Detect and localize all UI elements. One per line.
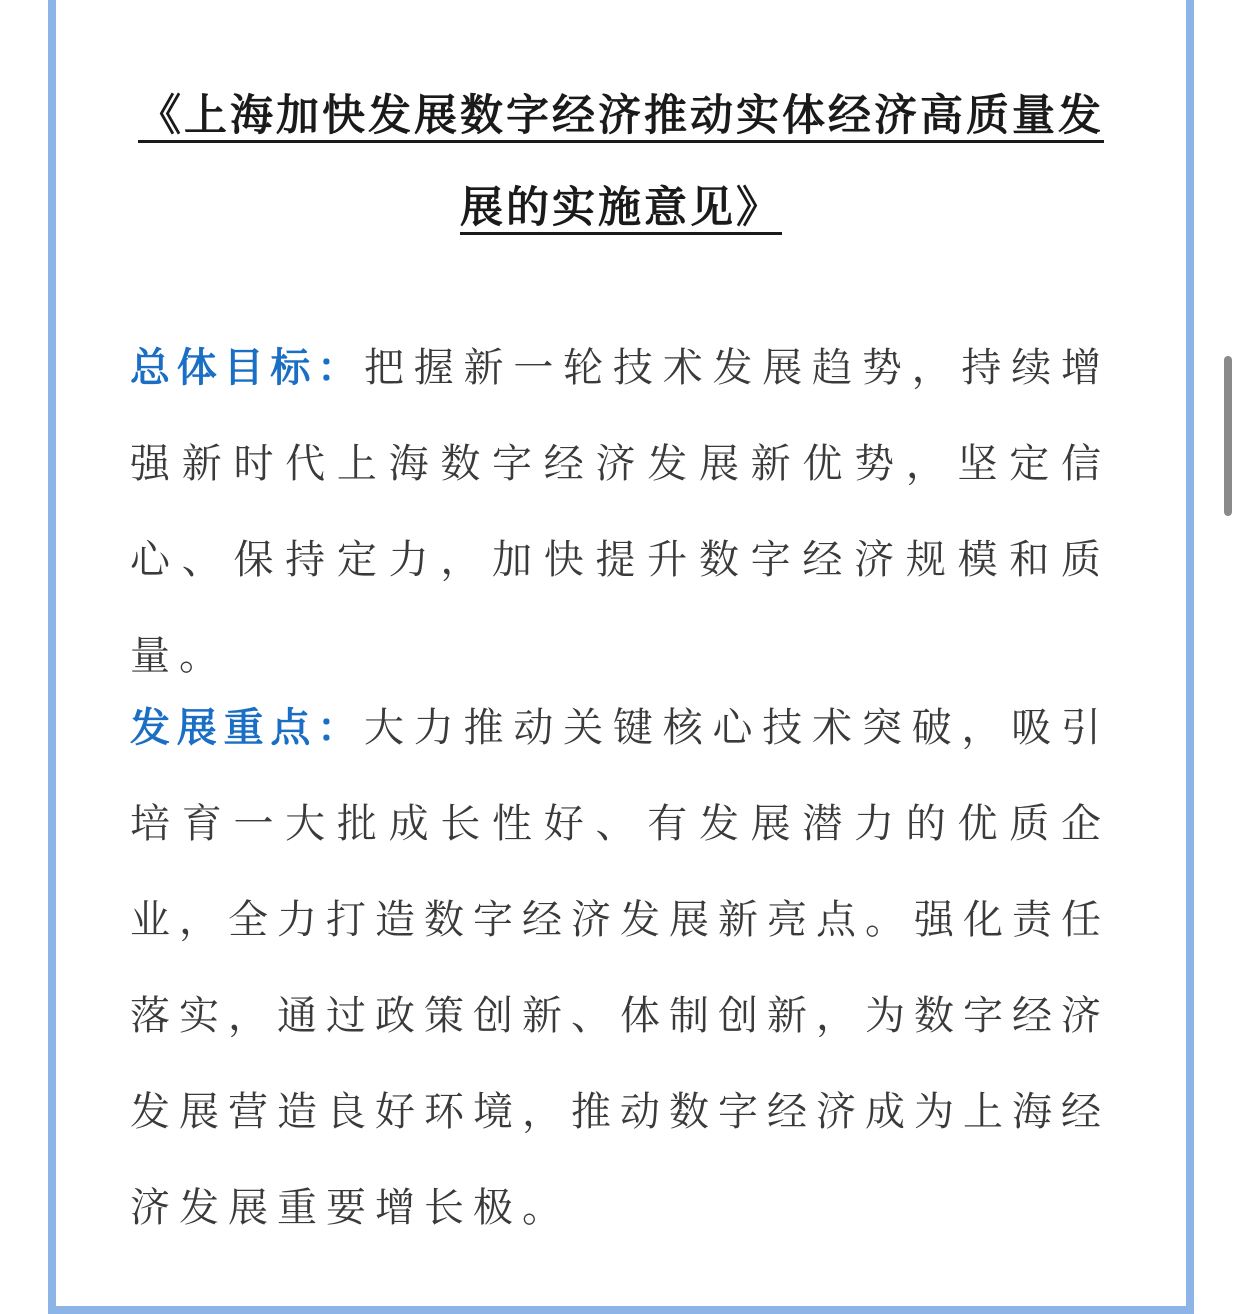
section-text: 大力推动关键核心技术突破，吸引培育一大批成长性好、有发展潜力的优质企业，全力打造数字经济发展新亮点。强化责任落实，通过政策创新、体制创新，为数字经济发展营造良好环境，推动数字经济成为上海经济发展重要增长极。 xyxy=(130,705,1111,1231)
section-overall-goal xyxy=(130,320,1110,704)
article-title xyxy=(130,70,1112,254)
section-text: 把握新一轮技术发展趋势，持续增强新时代上海数字经济发展新优势，坚定信心、保持定力，加快提升数字经济规模和质量。 xyxy=(130,345,1111,679)
section-development-focus xyxy=(130,680,1110,1256)
scrollbar-thumb[interactable] xyxy=(1224,356,1232,516)
section-label: 发展重点： xyxy=(130,705,364,751)
article-title-text: 《上海加快发展数字经济推动实体经济高质量发展的实施意见》 xyxy=(138,91,1104,233)
section-label: 总体目标： xyxy=(130,345,364,391)
